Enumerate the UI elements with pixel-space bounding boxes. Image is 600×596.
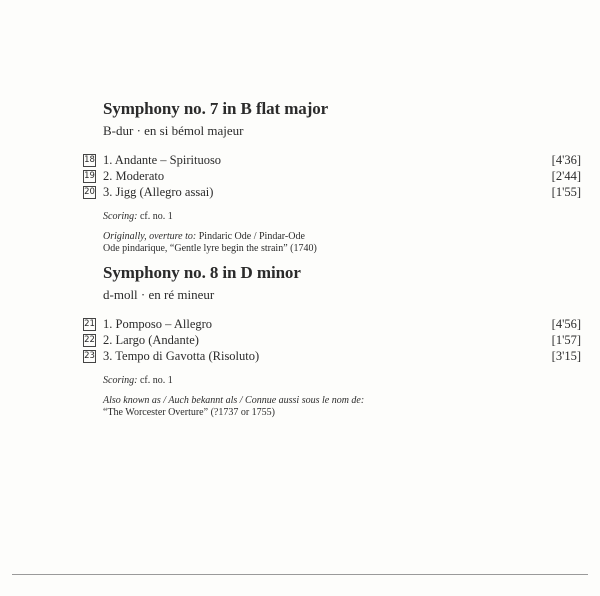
symphony-7-section	[84, 98, 581, 255]
track-number-box: 19	[84, 171, 95, 181]
track-duration: [1'55]	[551, 185, 581, 199]
note-line-2: “The Worcester Overture” (?1737 or 1755)	[103, 407, 275, 418]
scoring-label: Scoring:	[103, 375, 138, 386]
symphony-7-track-list	[84, 152, 581, 200]
bottom-divider	[12, 574, 588, 575]
symphony-8-scoring	[103, 374, 581, 387]
symphony-8-title: Symphony no. 8 in D minor	[103, 263, 301, 282]
symphony-7-subtitle: B-dur · en si bémol majeur	[103, 123, 244, 138]
symphony-8-note	[103, 395, 581, 419]
symphony-8-subtitle: d-moll · en ré mineur	[103, 287, 215, 302]
track-title: 3. Tempo di Gavotta (Risoluto)	[103, 349, 260, 363]
scoring-value: cf. no. 1	[139, 211, 173, 222]
track-number-box: 21	[84, 319, 95, 329]
track-title: 3. Jigg (Allegro assai)	[103, 185, 214, 199]
track-duration: [1'57]	[551, 333, 581, 347]
note-label: Also known as / Auch bekannt als / Connue aussi sous le nom de:	[103, 395, 365, 406]
track-row	[84, 168, 581, 184]
symphony-8-section	[84, 262, 581, 419]
note-label: Originally, overture to:	[103, 231, 197, 242]
track-duration: [2'44]	[551, 169, 581, 183]
track-number-box: 18	[84, 155, 95, 165]
symphony-7-note	[103, 231, 581, 255]
note-line-2: Ode pindarique, “Gentle lyre begin the strain” (1740)	[103, 243, 317, 254]
scoring-label: Scoring:	[103, 211, 138, 222]
track-row	[84, 332, 581, 348]
symphony-8-track-list	[84, 316, 581, 364]
track-duration: [4'56]	[551, 317, 581, 331]
track-number-box: 23	[84, 351, 95, 361]
track-duration: [4'36]	[551, 153, 581, 167]
note-text: Pindaric Ode / Pindar-Ode	[198, 231, 305, 242]
track-row	[84, 348, 581, 364]
track-row	[84, 316, 581, 332]
track-number-box: 20	[84, 187, 95, 197]
track-title: 2. Largo (Andante)	[103, 333, 199, 347]
track-row	[84, 184, 581, 200]
track-number-box: 22	[84, 335, 95, 345]
scoring-value: cf. no. 1	[139, 375, 173, 386]
track-title: 2. Moderato	[103, 169, 165, 183]
track-title: 1. Pomposo – Allegro	[103, 317, 213, 331]
track-title: 1. Andante – Spirituoso	[103, 153, 222, 167]
track-row	[84, 152, 581, 168]
symphony-7-title: Symphony no. 7 in B flat major	[103, 99, 329, 118]
track-duration: [3'15]	[551, 349, 581, 363]
symphony-7-scoring	[103, 210, 581, 223]
